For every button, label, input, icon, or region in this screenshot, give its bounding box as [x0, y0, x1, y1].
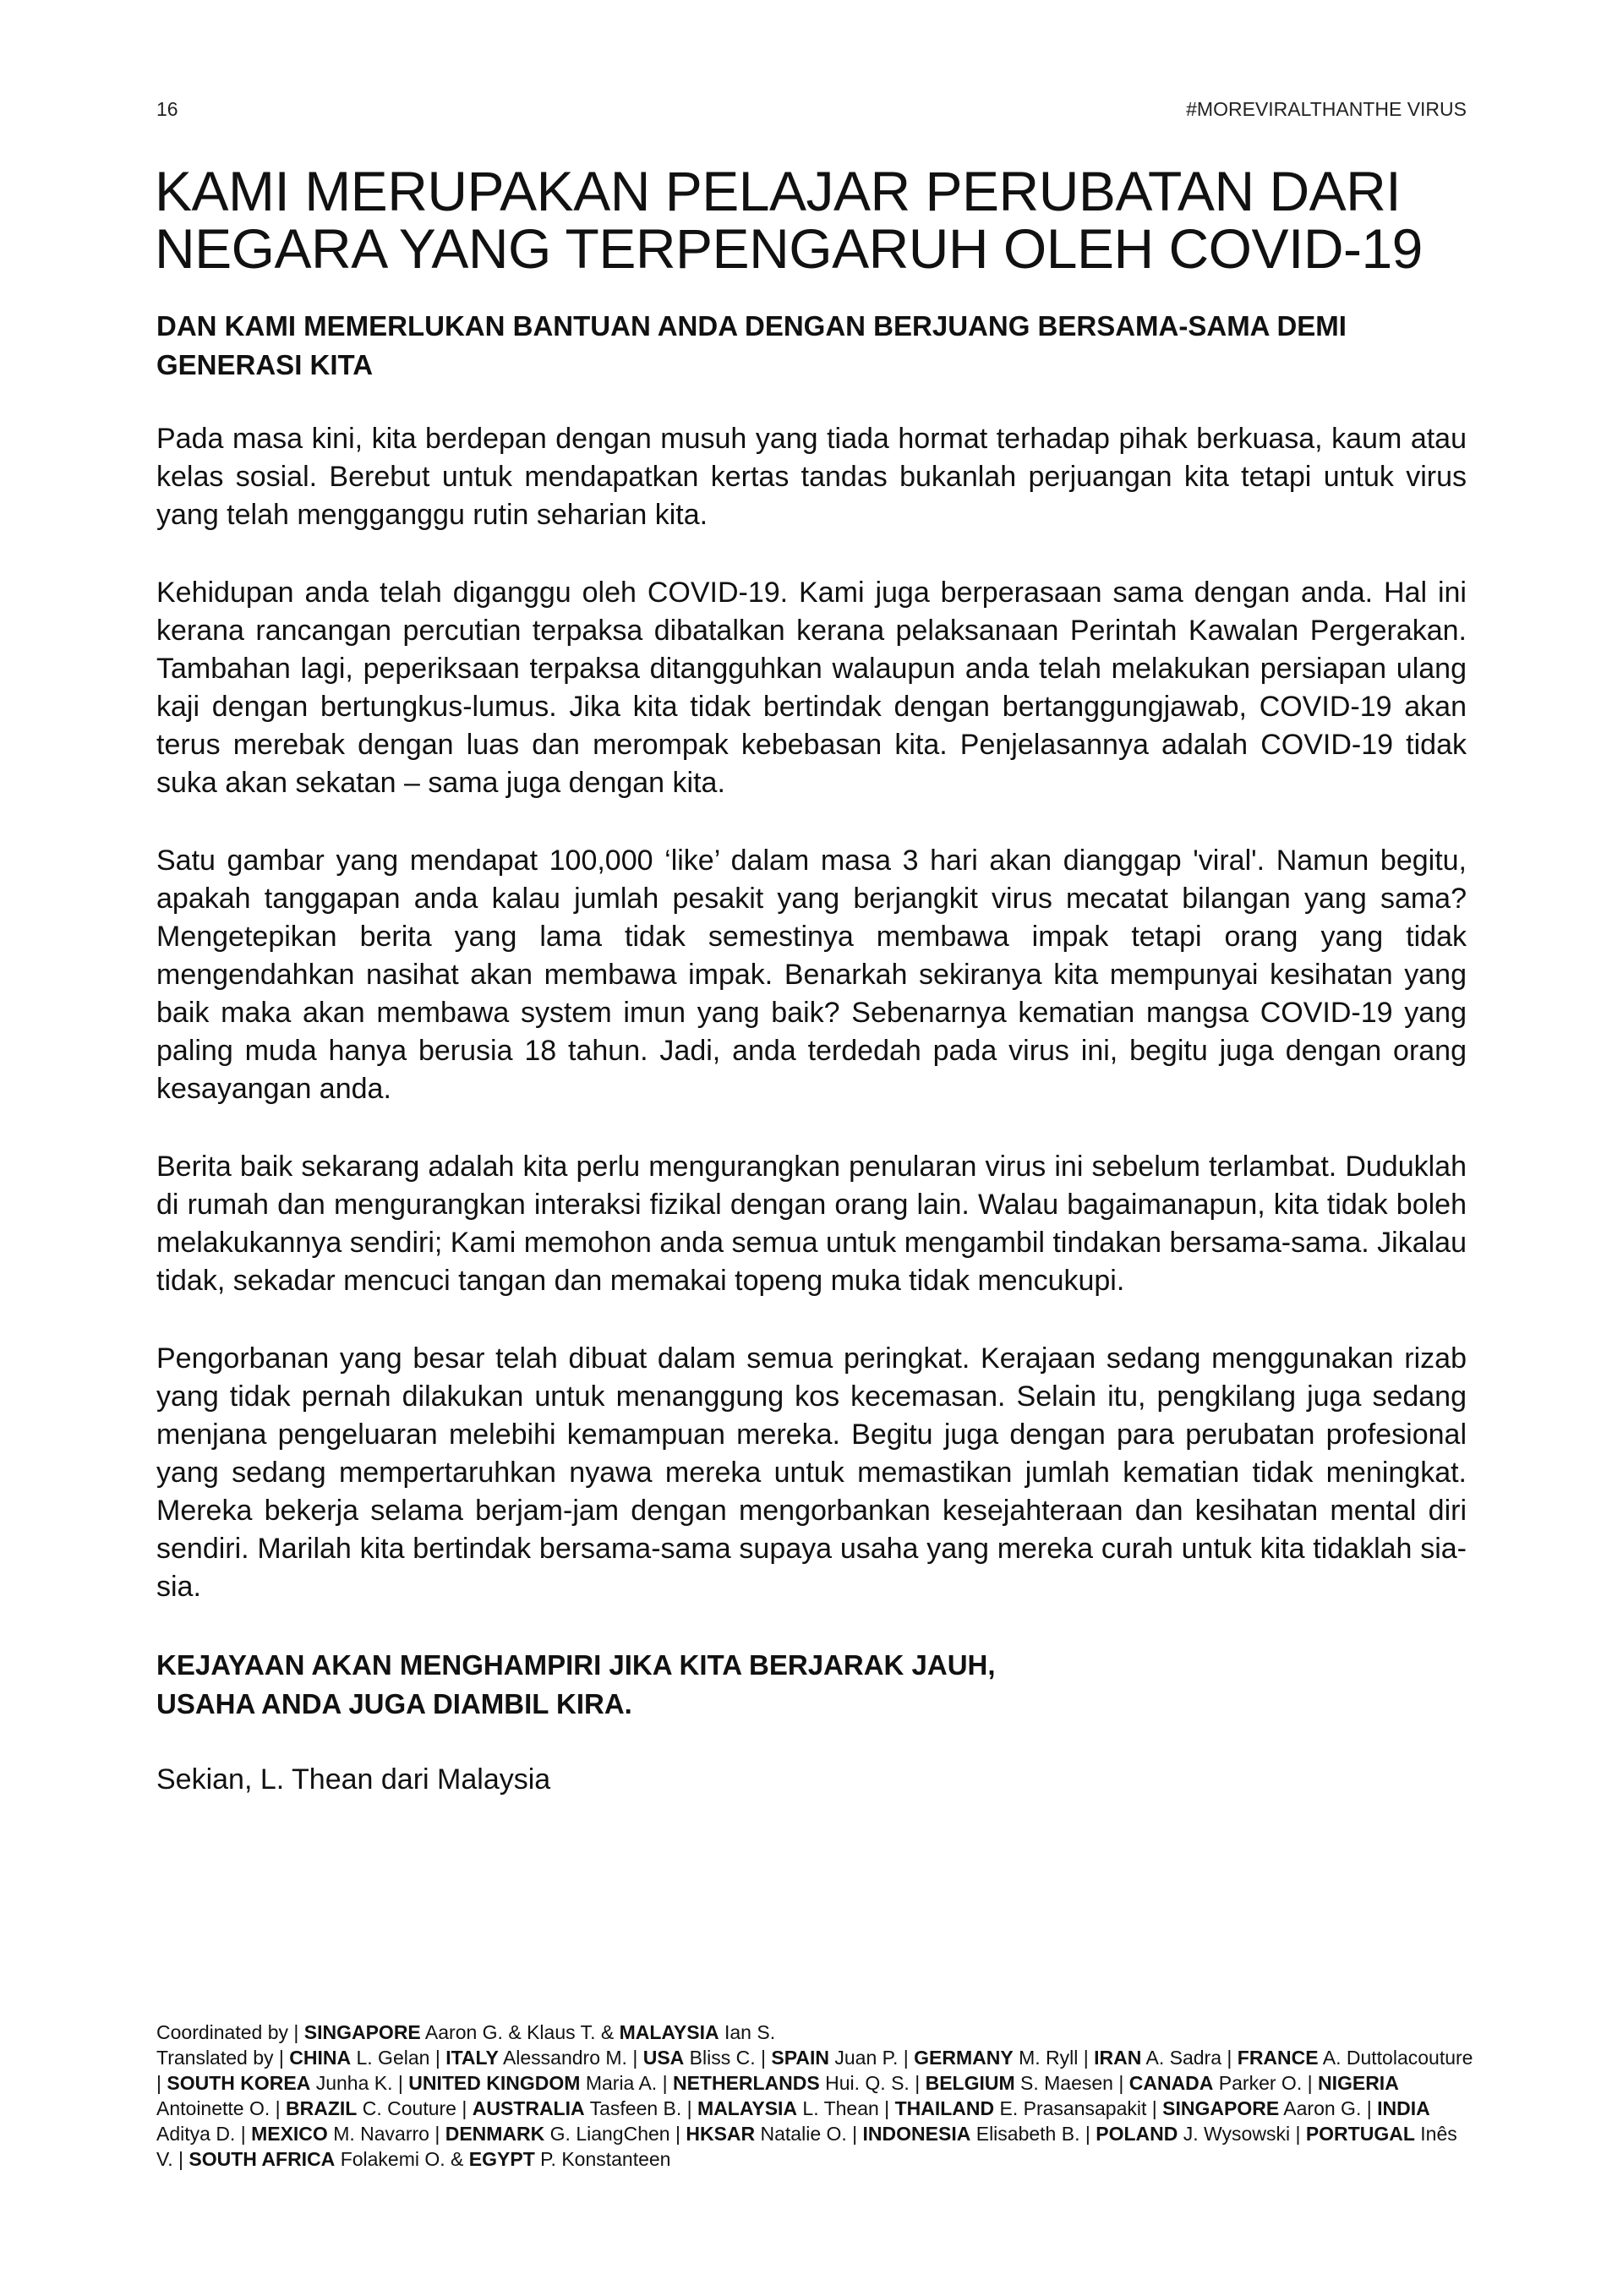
paragraph: Pengorbanan yang besar telah dibuat dalam semua peringkat. Kerajaan sedang menggunakan rizab yang tidak pernah dilakukan untuk menanggung kos kecemasan. Selain itu, pengkilang juga sedang menjana pengeluaran melebihi kemampuan mereka. Begitu juga dengan para perubatan profesional yang sedang mempertaruhkan nyawa mereka untuk memastikan jumlah kematian tidak meningkat. Mereka bekerja selama berjam-jam dengan mengorbankan kesejahteraan dan kesihatan mental diri sendiri. Marilah kita bertindak bersama-sama supaya usaha yang mereka curah untuk kita tidaklah sia-sia.	[156, 1342, 1467, 1603]
credit-country: UNITED KINGDOM	[408, 2072, 581, 2094]
paragraph: Kehidupan anda telah diganggu oleh COVID-19. Kami juga berperasaan sama dengan anda. Hal ini kerana rancangan percutian terpaksa dibatalkan kerana pelaksanaan Perintah Kawalan Pergerakan. Tambahan lagi, peperiksaan terpaksa ditangguhkan walaupun anda telah melakukan persiapan ulang kaji dengan bertungkus-lumus. Jika kita tidak bertindak dengan bertanggungjawab, COVID-19 akan terus merebak dengan luas dan merompak kebebasan kita. Penjelasannya adalah COVID-19 tidak suka akan sekatan – sama juga dengan kita.	[156, 577, 1467, 799]
credit-country: CHINA	[289, 2047, 352, 2069]
credit-name: Aditya D. |	[156, 2123, 246, 2145]
credit-country: MALAYSIA	[619, 2021, 719, 2043]
paragraph: Satu gambar yang mendapat 100,000 ‘like’ dalam masa 3 hari akan dianggap 'viral'. Namun begitu, apakah tanggapan anda kalau jumlah pesakit yang berjangkit virus mecatat bilangan yang sama? Mengetepikan berita yang lama tidak semestinya membawa impak tetapi orang yang tidak mengendahkan nasihat akan membawa impak. Benarkah sekiranya kita mempunyai kesihatan yang baik maka akan membawa system imun yang baik? Sebenarnya kematian mangsa COVID-19 yang paling muda hanya berusia 18 tahun. Jadi, anda terdedah pada virus ini, begitu juga dengan orang kesayangan anda.	[156, 845, 1467, 1105]
paragraph: Berita baik sekarang adalah kita perlu mengurangkan penularan virus ini sebelum terlambat. Duduklah di rumah dan mengurangkan interaksi fizikal dengan orang lain. Walau bagaimanapun, kita tidak boleh melakukannya sendiri; Kami memohon anda semua untuk mengambil tindakan bersama-sama. Jikalau tidak, sekadar mencuci tangan dan memakai topeng muka tidak mencukupi.	[156, 1151, 1467, 1297]
credit-country: ITALY	[445, 2047, 499, 2069]
paragraph: Pada masa kini, kita berdepan dengan musuh yang tiada hormat terhadap pihak berkuasa, kaum atau kelas sosial. Berebut untuk mendapatkan kertas tandas bukanlah perjuangan kita tetapi untuk virus yang telah mengganggu rutin seharian kita.	[156, 423, 1467, 531]
credits	[156, 2020, 1475, 2172]
translated-label: Translated by |	[156, 2047, 284, 2069]
credit-name: Antoinette O. |	[156, 2097, 281, 2119]
article-body	[156, 420, 1467, 1839]
credit-country: INDONESIA	[862, 2123, 971, 2145]
credit-name: Aaron G. & Klaus T. &	[424, 2021, 615, 2043]
credit-name: Hui. Q. S. |	[825, 2072, 921, 2094]
credit-country: INDIA	[1377, 2097, 1430, 2119]
credit-name: M. Navarro |	[333, 2123, 440, 2145]
credit-name: Aaron G. |	[1283, 2097, 1372, 2119]
credit-country: NIGERIA	[1317, 2072, 1399, 2094]
credit-name: A. Duttolacouture |	[156, 2047, 1473, 2094]
credit-name: Inês V. |	[156, 2123, 1457, 2170]
translated-by	[156, 2047, 1473, 2170]
credit-name: Alessandro M. |	[502, 2047, 638, 2069]
page-number: 16	[156, 98, 178, 120]
credit-name: S. Maesen |	[1020, 2072, 1124, 2094]
coordinated-label: Coordinated by |	[156, 2021, 299, 2043]
credit-country: USA	[642, 2047, 685, 2069]
page-subtitle: DAN KAMI MEMERLUKAN BANTUAN ANDA DENGAN BERJUANG BERSAMA-SAMA DEMI GENERASI KITA	[156, 310, 1347, 380]
closing-statement	[156, 1646, 1467, 1724]
credit-country: SPAIN	[771, 2047, 829, 2069]
credit-country: FRANCE	[1237, 2047, 1319, 2069]
credit-name: Juan P. |	[834, 2047, 909, 2069]
closing-line: KEJAYAAN AKAN MENGHAMPIRI JIKA KITA BERJARAK JAUH,	[156, 1649, 996, 1681]
page-title: KAMI MERUPAKAN PELAJAR PERUBATAN DARI NEGARA YANG TERPENGARUH OLEH COVID-19	[155, 160, 1423, 280]
credit-country: AUSTRALIA	[472, 2097, 585, 2119]
credit-country: SINGAPORE	[303, 2021, 421, 2043]
credit-country: POLAND	[1096, 2123, 1178, 2145]
credit-country: DENMARK	[445, 2123, 545, 2145]
credit-name: Bliss C. |	[689, 2047, 766, 2069]
credit-country: BRAZIL	[286, 2097, 358, 2119]
credit-name: Ian S.	[724, 2021, 776, 2043]
coordinated-by	[156, 2020, 1475, 2045]
credit-country: PORTUGAL	[1305, 2123, 1415, 2145]
credit-name: L. Thean |	[802, 2097, 890, 2119]
credit-name: Tasfeen B. |	[589, 2097, 692, 2119]
credit-name: Folakemi O. &	[340, 2148, 464, 2170]
credit-name: P. Konstanteen	[540, 2148, 671, 2170]
credit-name: Elisabeth B. |	[975, 2123, 1090, 2145]
credit-name: G. LiangChen |	[549, 2123, 680, 2145]
credit-name: C. Couture |	[362, 2097, 467, 2119]
credit-country: CANADA	[1128, 2072, 1214, 2094]
credit-country: IRAN	[1094, 2047, 1142, 2069]
credit-country: THAILAND	[894, 2097, 995, 2119]
credit-country: MALAYSIA	[697, 2097, 798, 2119]
credit-country: MEXICO	[251, 2123, 328, 2145]
credit-name: Natalie O. |	[760, 2123, 858, 2145]
credit-name: A. Sadra |	[1145, 2047, 1232, 2069]
credit-country: BELGIUM	[925, 2072, 1015, 2094]
credit-name: J. Wysowski |	[1183, 2123, 1301, 2145]
credit-name: Parker O. |	[1218, 2072, 1313, 2094]
campaign-hashtag: #MOREVIRALTHANTHE VIRUS	[1186, 98, 1467, 120]
credit-country: GERMANY	[914, 2047, 1014, 2069]
credit-country: EGYPT	[468, 2148, 535, 2170]
credit-name: M. Ryll |	[1019, 2047, 1089, 2069]
credit-name: Maria A. |	[585, 2072, 668, 2094]
credit-country: SOUTH KOREA	[167, 2072, 311, 2094]
credit-name: E. Prasansapakit |	[999, 2097, 1157, 2119]
credit-country: SINGAPORE	[1162, 2097, 1280, 2119]
closing-line: USAHA ANDA JUGA DIAMBIL KIRA.	[156, 1688, 632, 1719]
credit-country: HKSAR	[686, 2123, 756, 2145]
credit-name: L. Gelan |	[356, 2047, 440, 2069]
signoff: Sekian, L. Thean dari Malaysia	[156, 1763, 551, 1796]
page-header	[156, 96, 1467, 122]
credit-country: SOUTH AFRICA	[189, 2148, 336, 2170]
credit-name: Junha K. |	[315, 2072, 403, 2094]
credit-country: NETHERLANDS	[672, 2072, 820, 2094]
